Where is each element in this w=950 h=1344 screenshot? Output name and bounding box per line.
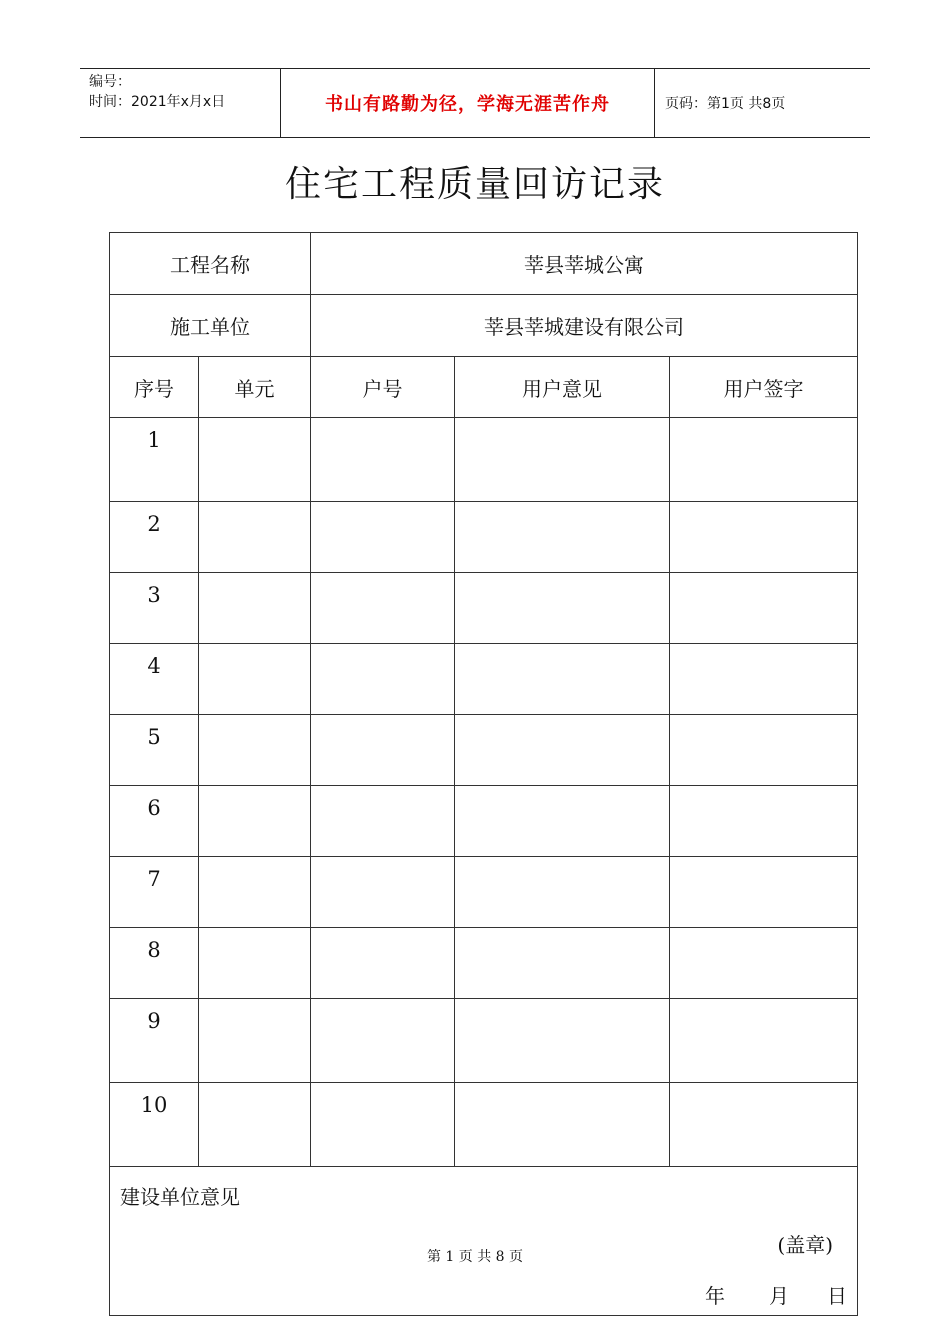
builder-opinion-label: 建设单位意见 [120, 1185, 240, 1209]
page-header [80, 68, 870, 138]
year-label: 年 [705, 1284, 726, 1308]
unit-cell[interactable] [199, 999, 311, 1083]
month-label: 月 [769, 1284, 790, 1308]
unit-cell[interactable] [199, 786, 311, 857]
opinion-cell[interactable] [455, 857, 670, 928]
signature-cell[interactable] [670, 999, 858, 1083]
household-cell[interactable] [311, 928, 455, 999]
header-meta [80, 69, 281, 137]
opinion-cell[interactable] [455, 1083, 670, 1167]
opinion-cell[interactable] [455, 644, 670, 715]
signature-cell[interactable] [670, 786, 858, 857]
project-label: 工程名称 [110, 233, 311, 295]
signature-cell[interactable] [670, 928, 858, 999]
opinion-cell[interactable] [455, 715, 670, 786]
unit-cell[interactable] [199, 857, 311, 928]
table-row [110, 502, 858, 573]
col-header-unit: 单元 [199, 357, 311, 418]
household-cell[interactable] [311, 1083, 455, 1167]
builder-label: 施工单位 [110, 295, 311, 357]
doc-date-label: 时间：2021年x月x日 [89, 94, 226, 110]
row-index: 2 [110, 502, 199, 573]
table-row [110, 715, 858, 786]
col-header-index: 序号 [110, 357, 199, 418]
opinion-row [110, 1167, 858, 1316]
page-title: 住宅工程质量回访记录 [284, 164, 665, 205]
opinion-cell[interactable] [455, 999, 670, 1083]
col-header-signature: 用户签字 [670, 357, 858, 418]
page-footer: 第 1 页 共 8 页 [426, 1249, 524, 1265]
builder-opinion-cell[interactable] [110, 1167, 858, 1316]
household-cell[interactable] [311, 999, 455, 1083]
day-label: 日 [827, 1284, 848, 1308]
doc-number-label: 编号： [89, 74, 131, 90]
builder-row [110, 295, 858, 357]
header-motto: 书山有路勤为径，学海无涯苦作舟 [281, 69, 655, 137]
unit-cell[interactable] [199, 502, 311, 573]
unit-cell[interactable] [199, 928, 311, 999]
household-cell[interactable] [311, 418, 455, 502]
row-index: 5 [110, 715, 199, 786]
household-cell[interactable] [311, 857, 455, 928]
col-header-household: 户号 [311, 357, 455, 418]
row-index: 3 [110, 573, 199, 644]
signature-cell[interactable] [670, 502, 858, 573]
signature-cell[interactable] [670, 857, 858, 928]
opinion-cell[interactable] [455, 786, 670, 857]
row-index: 8 [110, 928, 199, 999]
header-page-info: 页码：第1页 共8页 [665, 96, 786, 112]
signature-cell[interactable] [670, 1083, 858, 1167]
table-row [110, 1083, 858, 1167]
unit-cell[interactable] [199, 1083, 311, 1167]
opinion-date [705, 1280, 847, 1309]
row-index: 1 [110, 418, 199, 502]
household-cell[interactable] [311, 502, 455, 573]
project-value[interactable]: 莘县莘城公寓 [311, 233, 858, 295]
opinion-cell[interactable] [455, 418, 670, 502]
signature-cell[interactable] [670, 644, 858, 715]
unit-cell[interactable] [199, 418, 311, 502]
signature-cell[interactable] [670, 418, 858, 502]
row-index: 10 [110, 1083, 199, 1167]
unit-cell[interactable] [199, 573, 311, 644]
col-header-opinion: 用户意见 [455, 357, 670, 418]
row-index: 9 [110, 999, 199, 1083]
opinion-cell[interactable] [455, 928, 670, 999]
builder-value[interactable]: 莘县莘城建设有限公司 [311, 295, 858, 357]
signature-cell[interactable] [670, 573, 858, 644]
table-row [110, 644, 858, 715]
signature-cell[interactable] [670, 715, 858, 786]
opinion-cell[interactable] [455, 573, 670, 644]
table-row [110, 786, 858, 857]
row-index: 7 [110, 857, 199, 928]
opinion-cell[interactable] [455, 502, 670, 573]
seal-label: (盖章) [777, 1233, 834, 1257]
column-header-row [110, 357, 858, 418]
table-row [110, 573, 858, 644]
table-row [110, 928, 858, 999]
visit-record-table [109, 232, 858, 1316]
unit-cell[interactable] [199, 644, 311, 715]
table-row [110, 418, 858, 502]
household-cell[interactable] [311, 715, 455, 786]
row-index: 6 [110, 786, 199, 857]
project-row [110, 233, 858, 295]
household-cell[interactable] [311, 786, 455, 857]
row-index: 4 [110, 644, 199, 715]
household-cell[interactable] [311, 644, 455, 715]
table-row [110, 999, 858, 1083]
unit-cell[interactable] [199, 715, 311, 786]
table-row [110, 857, 858, 928]
household-cell[interactable] [311, 573, 455, 644]
